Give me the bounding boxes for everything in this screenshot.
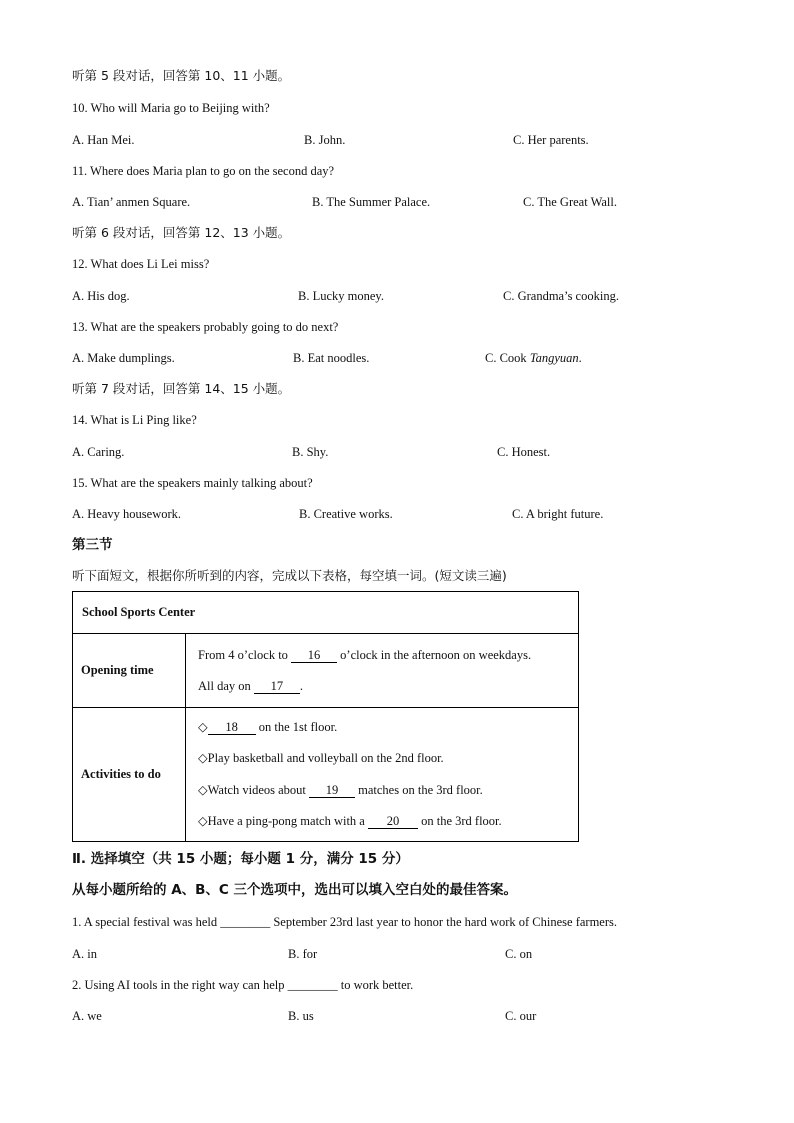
q11-option-c: C. The Great Wall.: [523, 195, 617, 209]
mc-question-1: 1. A special festival was held ________ September 23rd last year to honor the hard work of Chinese farmers.: [72, 915, 618, 929]
opening-line2-post: .: [299, 678, 304, 693]
part2-instruction: 从每小题所给的 A、B、C 三个选项中，选出可以填入空白处的最佳答案。: [72, 882, 518, 898]
blank-16: 16: [291, 648, 337, 663]
activity-3-pre: ◇Watch videos about: [198, 782, 310, 797]
q11-option-b: B. The Summer Palace.: [312, 195, 431, 209]
q10-option-c: C. Her parents.: [513, 133, 589, 147]
q13-option-c-italic: Tangyuan: [529, 351, 579, 365]
activity-3-post: matches on the 3rd floor.: [355, 782, 483, 797]
q15-option-b: B. Creative works.: [299, 507, 393, 521]
q14-option-c: C. Honest.: [497, 445, 551, 459]
q14-option-a: A. Caring.: [72, 445, 125, 459]
blank-20: 20: [368, 814, 418, 829]
table-title: School Sports Center: [82, 605, 196, 619]
part3-heading: 第三节: [72, 537, 113, 553]
question-10: 10. Who will Maria go to Beijing with?: [72, 101, 270, 115]
section5-intro: 听第 5 段对话，回答第 10、11 小题。: [72, 68, 291, 83]
q11-option-a: A. Tian’ anmen Square.: [72, 195, 191, 209]
mc2-option-b: B. us: [288, 1009, 314, 1023]
mc2-option-c: C. our: [505, 1009, 537, 1023]
part3-instruction: 听下面短文，根据你所听到的内容，完成以下表格，每空填一词。(短文读三遍): [72, 568, 507, 583]
mc1-option-c: C. on: [505, 947, 533, 961]
activity-1: [198, 712, 577, 744]
activity-2: ◇Play basketball and volleyball on the 2nd floor.: [198, 751, 444, 765]
q13-option-b: B. Eat noodles.: [293, 351, 370, 365]
activities-cell: [186, 708, 579, 842]
q13-option-c-prefix: C. Cook: [485, 351, 530, 365]
opening-weekdays: [198, 640, 577, 671]
opening-time-label: Opening time: [81, 663, 154, 677]
activity-4-post: on the 3rd floor.: [417, 814, 502, 828]
activity-1-post: on the 1st floor.: [255, 719, 338, 734]
q13-option-c: [485, 350, 582, 366]
q12-option-a: A. His dog.: [72, 289, 130, 303]
sports-center-table: [72, 591, 579, 842]
q10-option-b: B. John.: [304, 133, 346, 147]
mc1-option-a: A. in: [72, 947, 97, 961]
section6-intro: 听第 6 段对话，回答第 12、13 小题。: [72, 225, 291, 240]
question-12: 12. What does Li Lei miss?: [72, 257, 210, 271]
q15-option-c: C. A bright future.: [512, 507, 604, 521]
activities-label-cell: [73, 708, 186, 842]
mc2-option-a: A. we: [72, 1009, 102, 1023]
blank-18: 18: [208, 720, 256, 735]
question-11: 11. Where does Maria plan to go on the second day?: [72, 164, 335, 178]
table-title-cell: [73, 592, 579, 634]
opening-weekend: [198, 671, 577, 702]
opening-time-label-cell: [73, 634, 186, 708]
q13-option-c-suffix: .: [578, 351, 582, 365]
activity-1-bullet: ◇: [198, 719, 208, 734]
mc1-option-b: B. for: [288, 947, 318, 961]
question-15: 15. What are the speakers mainly talking about?: [72, 476, 313, 490]
activity-4-pre: ◇Have a ping-pong match with a: [198, 814, 368, 828]
q12-option-b: B. Lucky money.: [298, 289, 384, 303]
q12-option-c: C. Grandma’s cooking.: [503, 289, 619, 303]
question-13: 13. What are the speakers probably going to do next?: [72, 320, 339, 334]
opening-time-cell: [186, 634, 579, 708]
activity-4: [198, 806, 577, 838]
q14-option-b: B. Shy.: [292, 445, 329, 459]
question-14: 14. What is Li Ping like?: [72, 413, 197, 427]
blank-19: 19: [309, 783, 355, 798]
q10-option-a: A. Han Mei.: [72, 133, 135, 147]
q15-option-a: A. Heavy housework.: [72, 507, 182, 521]
opening-line2-pre: All day on: [198, 678, 254, 693]
opening-line1-pre: From 4 o’clock to: [198, 647, 292, 662]
section7-intro: 听第 7 段对话，回答第 14、15 小题。: [72, 381, 291, 396]
blank-17: 17: [254, 679, 300, 694]
mc-question-2: 2. Using AI tools in the right way can help ________ to work better.: [72, 978, 414, 992]
q13-option-a: A. Make dumplings.: [72, 351, 175, 365]
part2-heading: Ⅱ. 选择填空（共 15 小题；每小题 1 分，满分 15 分）: [72, 851, 409, 867]
opening-line1-post: o’clock in the afternoon on weekdays.: [337, 647, 532, 662]
activities-label: Activities to do: [81, 767, 161, 781]
activity-3: [198, 775, 577, 807]
